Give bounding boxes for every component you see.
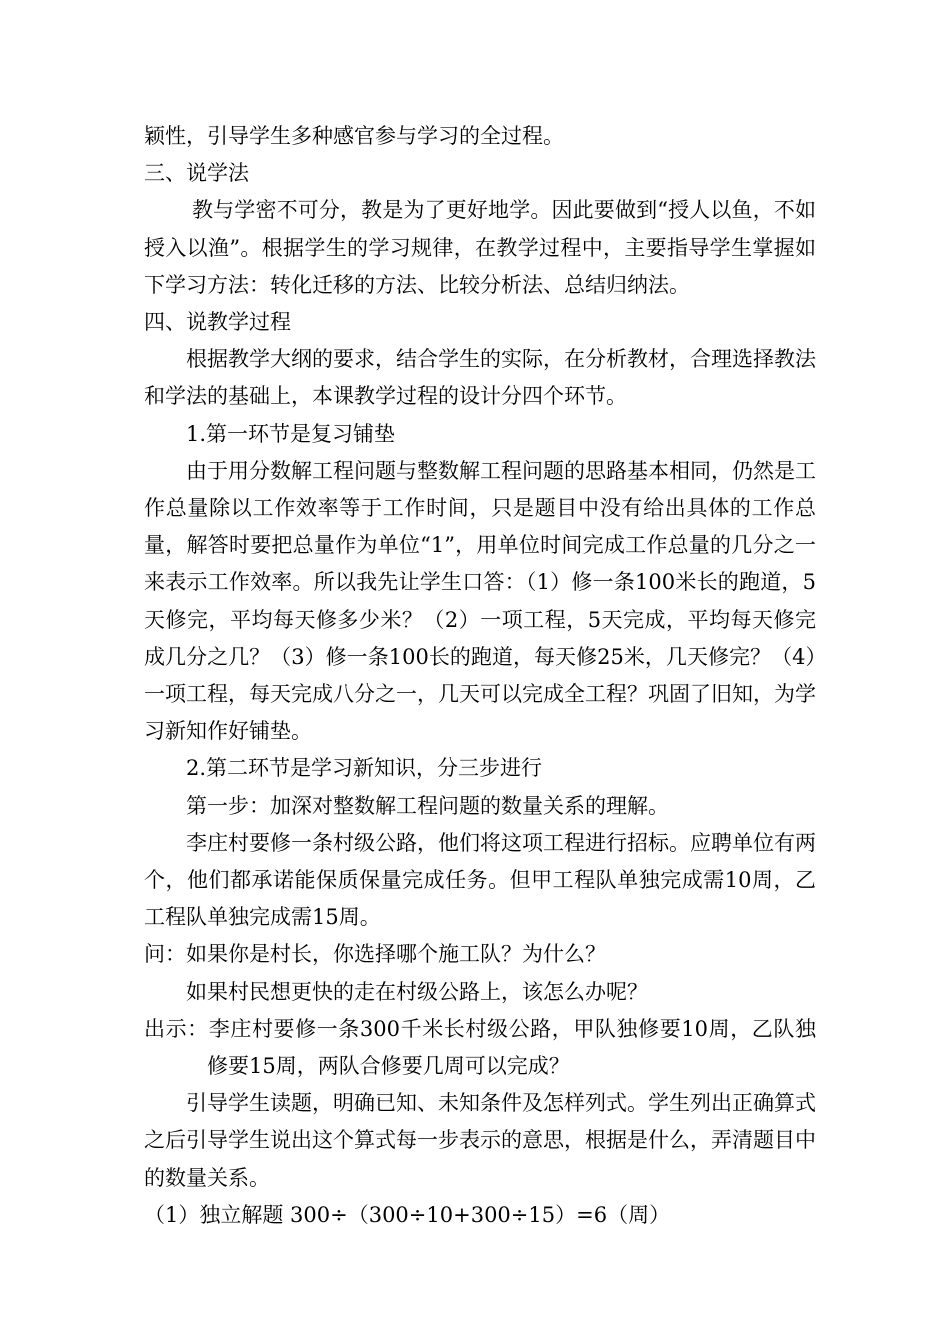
document-body: [144, 118, 816, 1234]
paragraph-learning-method: 教与学密不可分，教是为了更好地学。因此要做到“授人以鱼，不如授入以渔”。根据学生的学习规律，在教学过程中，主要指导学生掌握如下学习方法：转化迁移的方法、比较分析法、总结归纳法。: [144, 198, 816, 297]
paragraph-continuation: 颖性，引导学生多种感官参与学习的全过程。: [144, 124, 564, 148]
paragraph-village-road: 李庄村要修一条村级公路，他们将这项工程进行招标。应聘单位有两个，他们都承诺能保质保量完成任务。但甲工程队单独完成需10周，乙工程队单独完成需15周。: [144, 830, 816, 930]
section-heading-teaching-process: 四、说教学过程: [144, 310, 291, 335]
subheading-stage-two: 2.第二环节是学习新知识，分三步进行: [186, 756, 543, 781]
paragraph-guidance: 引导学生读题，明确已知、未知条件及怎样列式。学生列出正确算式之后引导学生说出这个算式每一步表示的意思，根据是什么，弄清题目中的数量关系。: [144, 1091, 816, 1190]
paragraph-problem-display: 出示：李庄村要修一条300千米长村级公路，甲队独修要10周，乙队独修要15周，两队合修要几周可以完成？: [144, 1016, 816, 1079]
paragraph-teaching-process-intro: 根据教学大纲的要求，结合学生的实际，在分析教材，合理选择教法和学法的基础上，本课教学过程的设计分四个环节。: [144, 347, 816, 409]
paragraph-faster-question: 如果村民想更快的走在村级公路上，该怎么办呢？: [186, 979, 648, 1004]
subheading-stage-one: 1.第一环节是复习铺垫: [186, 421, 396, 446]
paragraph-question: 问：如果你是村长，你选择哪个施工队？为什么？: [144, 942, 606, 967]
section-heading-learning-method: 三、说学法: [144, 161, 249, 186]
paragraph-step-one: 第一步：加深对整数解工程问题的数量关系的理解。: [186, 793, 669, 818]
paragraph-stage-one: 由于用分数解工程问题与整数解工程问题的思路基本相同，仍然是工作总量除以工作效率等于工作时间，只是题目中没有给出具体的工作总量，解答时要把总量作为单位“1”，用单位时间完成工作总量的几分之一来表示工作效率。所以我先让学生口答：（1）修一条100米长的跑道，5天修完，平均每天修多少米？（2）一项工程，5天完成，平均每天修完成几分之几？（3）修一条100长的跑道，每天修25米，几天修完？（4）一项工程，每天完成八分之一，几天可以完成全工程？巩固了旧知，为学习新知作好铺垫。: [144, 458, 816, 744]
paragraph-formula: （1）独立解题 300÷（300÷10+300÷15）=6（周）: [144, 1202, 671, 1227]
